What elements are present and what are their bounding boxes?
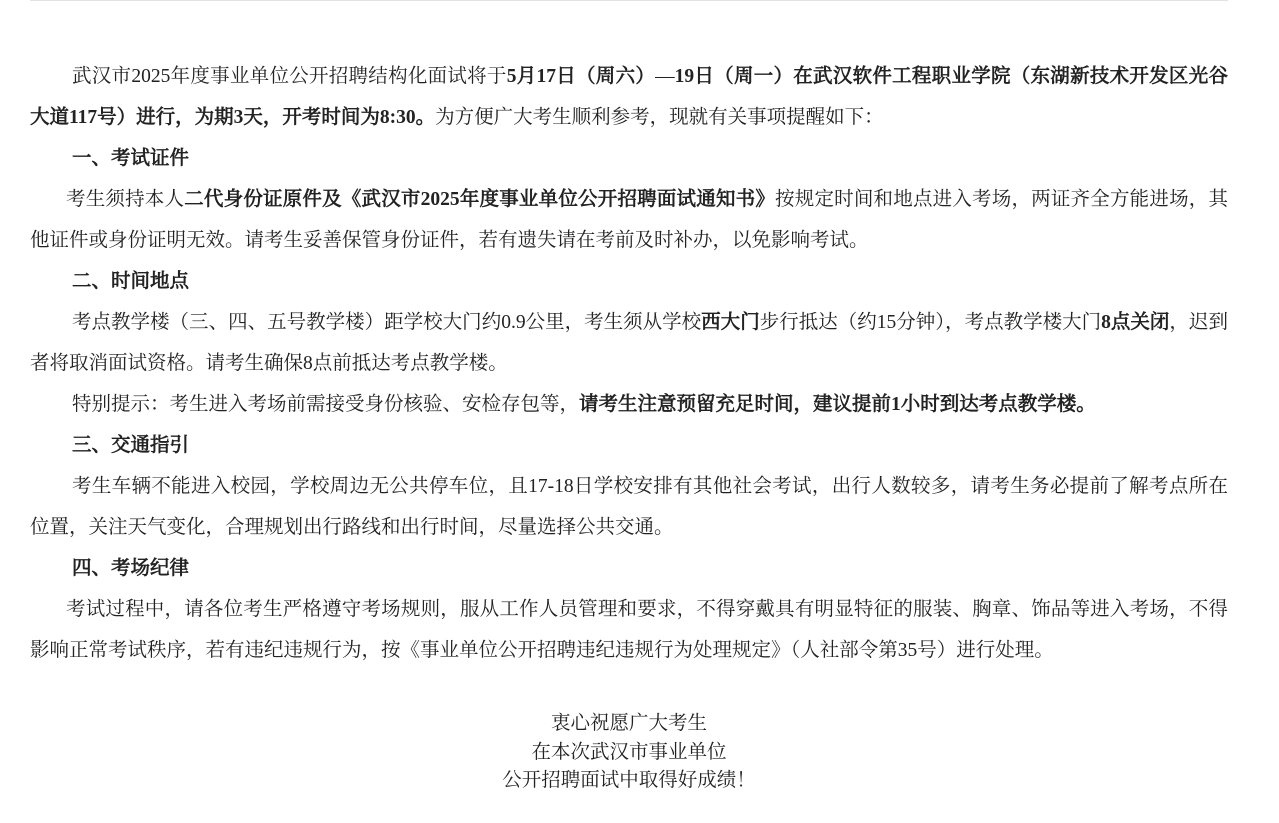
- closing-line-2: 在本次武汉市事业单位: [531, 741, 727, 763]
- section-heading-time-place: 二、时间地点: [72, 271, 190, 292]
- intro-date-start: 5月17日（周六）: [506, 66, 656, 87]
- special-note-emphasis: 请考生注意预留充足时间，建议提前1小时到达考点教学楼。: [579, 394, 1096, 415]
- intro-paragraph: [30, 56, 1228, 138]
- time-place-text-1: 考点教学楼（三、四、五号教学楼）距学校大门约0.9公里，考生须从学校: [72, 312, 702, 333]
- closing-line-1: 衷心祝愿广大考生: [550, 713, 707, 734]
- time-place-text-2: 步行抵达（约15分钟），考点教学楼大门: [759, 312, 1102, 333]
- discipline-paragraph: 考试过程中，请各位考生严格遵守考场规则，服从工作人员管理和要求，不得穿戴具有明显特征的服装、胸章、饰品等进入考场，不得影响正常考试秩序，若有违纪违规行为，按《事业单位公开招聘违纪违规行为处理规定》（人社部令第35号）进行处理。: [30, 599, 1228, 661]
- special-note-text: 特别提示：考生进入考场前需接受身份核验、安检存包等，: [72, 394, 580, 415]
- section-heading-transport: 三、交通指引: [72, 435, 190, 456]
- documents-required: 二代身份证原件及《武汉市2025年度事业单位公开招聘面试通知书》: [184, 189, 776, 210]
- closing-wishes: [0, 710, 1258, 796]
- gate-closing-time: 8点关闭: [1101, 312, 1170, 333]
- documents-text-1: 考生须持本人: [66, 189, 185, 210]
- time-place-paragraph: [30, 302, 1228, 384]
- intro-text-2: 为方便广大考生顺利参考，现就有关事项提醒如下：: [435, 107, 884, 128]
- transport-paragraph: 考生车辆不能进入校园，学校周边无公共停车位，且17-18日学校安排有其他社会考试，出行人数较多，请考生务必提前了解考点所在位置，关注天气变化，合理规划出行路线和出行时间，尽量选择公共交通。: [30, 476, 1228, 538]
- time-place-text-3: ，迟到者将取消面试资格。请考生确保8点前抵达考点教学楼。: [30, 312, 1228, 374]
- documents-paragraph: [30, 179, 1228, 261]
- top-divider: [30, 0, 1228, 1]
- section-heading-documents: 一、考试证件: [72, 148, 190, 169]
- notice-article: [30, 56, 1228, 671]
- intro-date-venue: 19日（周一）在武汉软件工程职业学院（东湖新技术开发区光谷大道117号）进行，为期3天，开考时间为8:30。: [30, 66, 1228, 128]
- documents-text-2: 按规定时间和地点进入考场，两证齐全方能进场，其他证件或身份证明无效。请考生妥善保管身份证件，若有遗失请在考前及时补办，以免影响考试。: [30, 189, 1228, 251]
- closing-line-3: 公开招聘面试中取得好成绩！: [502, 770, 756, 791]
- intro-dash: —: [655, 66, 675, 87]
- west-gate: 西大门: [701, 312, 760, 333]
- section-heading-discipline: 四、考场纪律: [72, 558, 190, 579]
- intro-text-1: 武汉市2025年度事业单位公开招聘结构化面试将于: [72, 66, 507, 87]
- special-note-paragraph: [30, 384, 1228, 425]
